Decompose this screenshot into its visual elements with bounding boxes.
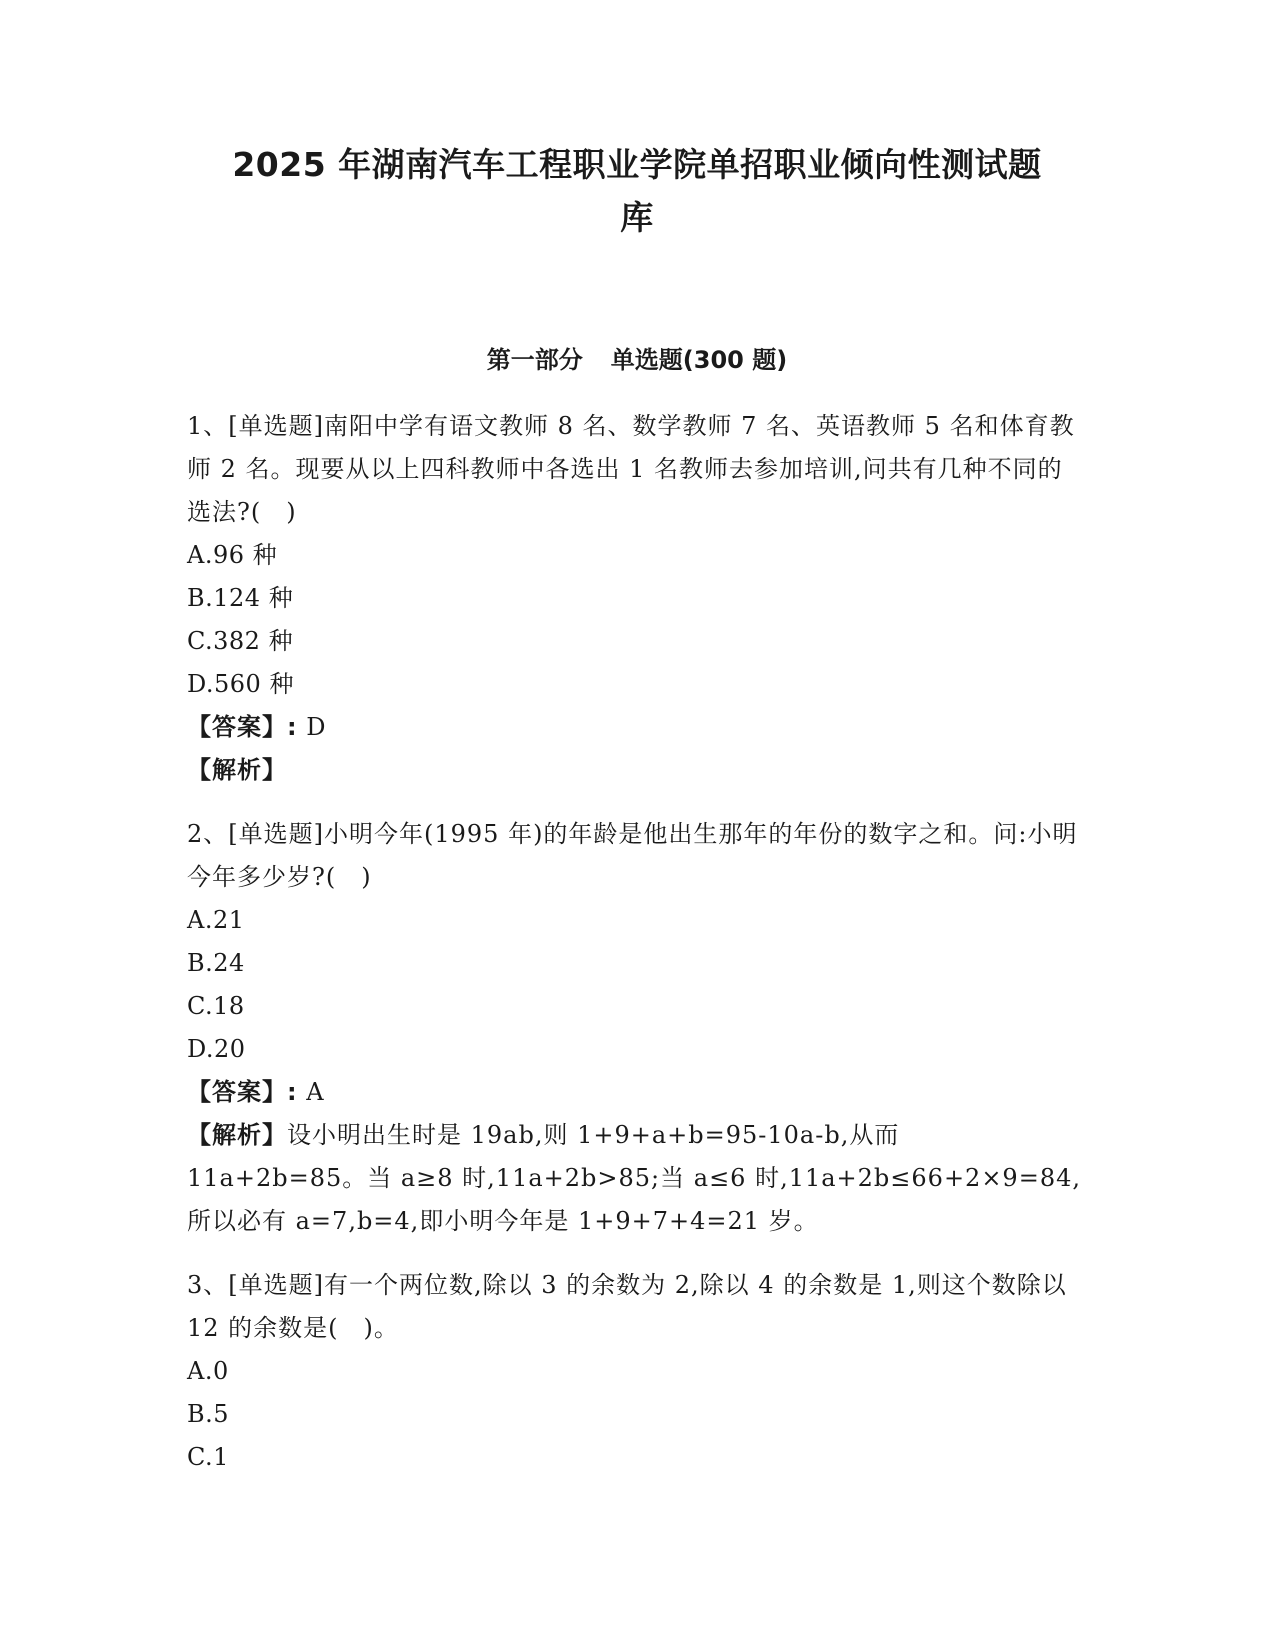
section-part: 第一部分	[486, 346, 583, 374]
answer-label: 【答案】	[187, 713, 287, 741]
question-list	[187, 405, 1087, 1500]
option-b: B.24	[187, 949, 245, 977]
analysis-line	[187, 1114, 1087, 1243]
question-stem: 3、[单选题]有一个两位数,除以 3 的余数为 2,除以 4 的余数是 1,则这个数除以 12 的余数是( )。	[187, 1271, 1067, 1342]
document-title-line-1: 2025 年湖南汽车工程职业学院单招职业倾向性测试题	[232, 145, 1042, 184]
option-d: D.20	[187, 1035, 246, 1063]
option-b: B.5	[187, 1400, 230, 1428]
answer-separator: :	[287, 1078, 298, 1106]
answer-line	[187, 1071, 1087, 1114]
section-name: 单选题(300 题)	[610, 346, 788, 374]
question-stem: 1、[单选题]南阳中学有语文教师 8 名、数学教师 7 名、英语教师 5 名和体育教师 2 名。现要从以上四科教师中各选出 1 名教师去参加培训,问共有几种不同的选法?( )	[187, 412, 1075, 526]
option-list	[187, 899, 1087, 1071]
option-b: B.124 种	[187, 584, 294, 612]
answer-value: D	[306, 713, 327, 741]
document-page	[187, 0, 1087, 1650]
option-d: D.560 种	[187, 670, 294, 698]
question-2	[187, 813, 1087, 1243]
answer-label: 【答案】	[187, 1078, 287, 1106]
answer-line	[187, 706, 1087, 749]
analysis-label: 【解析】	[187, 1121, 287, 1149]
option-a: A.96 种	[187, 541, 278, 569]
option-a: A.21	[187, 906, 245, 934]
document-title	[187, 138, 1087, 244]
option-c: C.18	[187, 992, 245, 1020]
option-a: A.0	[187, 1357, 229, 1385]
question-1	[187, 405, 1087, 792]
option-c: C.382 种	[187, 627, 294, 655]
section-heading	[187, 343, 1087, 377]
answer-value: A	[306, 1078, 325, 1106]
document-title-line-2: 库	[620, 198, 654, 237]
analysis-line	[187, 749, 1087, 792]
option-list	[187, 1350, 1087, 1479]
analysis-text: 设小明出生时是 19ab,则 1+9+a+b=95-10a-b,从而 11a+2b=85。当 a≥8 时,11a+2b>85;当 a≤6 时,11a+2b≤66+2×9=84,所以必有 a=7,b=4,即小明今年是 1+9+7+4=21 岁。	[187, 1121, 1081, 1235]
answer-separator: :	[287, 713, 298, 741]
question-stem: 2、[单选题]小明今年(1995 年)的年龄是他出生那年的年份的数字之和。问:小明今年多少岁?( )	[187, 820, 1078, 891]
option-list	[187, 534, 1087, 706]
question-3	[187, 1264, 1087, 1479]
option-c: C.1	[187, 1443, 229, 1471]
analysis-label: 【解析】	[187, 756, 287, 784]
